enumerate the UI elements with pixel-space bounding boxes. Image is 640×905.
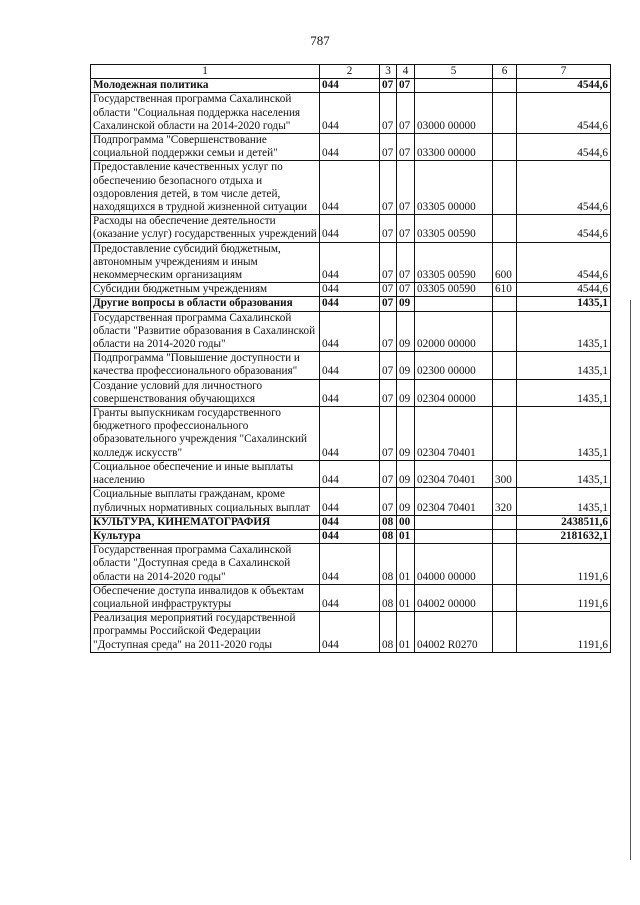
row-value-cell: 07 (380, 79, 397, 93)
row-value-cell: 04002 00000 (415, 584, 493, 611)
table-row (91, 283, 611, 297)
row-value-cell: 600 (493, 242, 517, 283)
row-value-cell: 044 (320, 529, 380, 543)
row-value-cell: 044 (320, 242, 380, 283)
row-value-cell: 07 (380, 352, 397, 379)
row-value-cell: 044 (320, 460, 380, 487)
row-value-cell (493, 612, 517, 653)
row-value-cell: 044 (320, 515, 380, 529)
header-cell: 1 (91, 65, 320, 79)
row-value-cell: 4544,6 (517, 242, 611, 283)
header-cell: 7 (517, 65, 611, 79)
row-value-cell (493, 515, 517, 529)
row-value-cell: 044 (320, 161, 380, 215)
row-value-cell: 4544,6 (517, 93, 611, 134)
row-name-cell: Социальное обеспечение и иные выплаты населению (91, 460, 320, 487)
row-value-cell: 044 (320, 352, 380, 379)
header-cell: 2 (320, 65, 380, 79)
row-value-cell: 07 (397, 161, 415, 215)
row-value-cell: 07 (380, 242, 397, 283)
row-value-cell: 00 (397, 515, 415, 529)
row-value-cell: 01 (397, 529, 415, 543)
row-name-cell: Субсидии бюджетным учреждениям (91, 283, 320, 297)
row-value-cell: 01 (397, 584, 415, 611)
row-name-cell: КУЛЬТУРА, КИНЕМАТОГРАФИЯ (91, 515, 320, 529)
table-row (91, 460, 611, 487)
table-row (91, 297, 611, 311)
table-row (91, 134, 611, 161)
row-value-cell: 4544,6 (517, 134, 611, 161)
table-body (91, 79, 611, 653)
row-value-cell: 07 (380, 488, 397, 515)
header-row (91, 65, 611, 79)
table-row (91, 407, 611, 461)
row-name-cell: Государственная программа Сахалинской области "Развитие образования в Сахалинской области на 2014-2020 годы" (91, 311, 320, 352)
row-value-cell (493, 93, 517, 134)
row-value-cell: 1435,1 (517, 460, 611, 487)
row-value-cell (493, 584, 517, 611)
row-value-cell: 2438511,6 (517, 515, 611, 529)
row-value-cell (415, 79, 493, 93)
row-value-cell: 044 (320, 134, 380, 161)
row-value-cell: 4544,6 (517, 215, 611, 242)
row-value-cell: 1435,1 (517, 407, 611, 461)
row-name-cell: Молодежная политика (91, 79, 320, 93)
table-row (91, 544, 611, 585)
row-value-cell (415, 529, 493, 543)
row-value-cell: 01 (397, 612, 415, 653)
header-cell: 4 (397, 65, 415, 79)
row-value-cell: 044 (320, 612, 380, 653)
row-value-cell: 4544,6 (517, 283, 611, 297)
row-value-cell: 044 (320, 488, 380, 515)
row-value-cell: 07 (380, 407, 397, 461)
table-row (91, 488, 611, 515)
row-value-cell: 044 (320, 584, 380, 611)
row-value-cell: 08 (380, 612, 397, 653)
table-row (91, 79, 611, 93)
row-value-cell: 07 (380, 215, 397, 242)
row-value-cell: 2181632,1 (517, 529, 611, 543)
row-value-cell: 044 (320, 297, 380, 311)
row-value-cell (415, 297, 493, 311)
row-value-cell: 07 (397, 79, 415, 93)
row-name-cell: Предоставление качественных услуг по обеспечению безопасного отдыха и оздоровления детей, в том числе детей, находящихся в трудной жизненной ситуации (91, 161, 320, 215)
row-value-cell: 300 (493, 460, 517, 487)
page-number: 787 (310, 33, 330, 48)
row-name-cell: Гранты выпускникам государственного бюджетного профессионального образовательного учреждения "Сахалинский колледж искусств" (91, 407, 320, 461)
row-value-cell: 07 (380, 283, 397, 297)
table-row (91, 379, 611, 406)
row-value-cell: 04000 00000 (415, 544, 493, 585)
row-value-cell: 4544,6 (517, 161, 611, 215)
row-value-cell: 02304 70401 (415, 407, 493, 461)
row-value-cell (415, 515, 493, 529)
row-value-cell (493, 79, 517, 93)
table-row (91, 529, 611, 543)
row-value-cell: 1191,6 (517, 544, 611, 585)
header-cell: 5 (415, 65, 493, 79)
table-row (91, 352, 611, 379)
row-value-cell: 03305 00590 (415, 283, 493, 297)
row-value-cell: 07 (380, 93, 397, 134)
row-value-cell: 07 (380, 161, 397, 215)
row-value-cell: 02304 00000 (415, 379, 493, 406)
row-value-cell: 07 (397, 283, 415, 297)
row-value-cell: 03300 00000 (415, 134, 493, 161)
row-value-cell: 044 (320, 215, 380, 242)
row-value-cell: 044 (320, 379, 380, 406)
row-value-cell: 08 (380, 584, 397, 611)
row-value-cell (493, 134, 517, 161)
row-value-cell (493, 352, 517, 379)
row-value-cell: 320 (493, 488, 517, 515)
row-value-cell: 02000 00000 (415, 311, 493, 352)
row-value-cell: 08 (380, 544, 397, 585)
row-name-cell: Обеспечение доступа инвалидов к объектам социальной инфраструктуры (91, 584, 320, 611)
row-value-cell: 1435,1 (517, 488, 611, 515)
table-row (91, 612, 611, 653)
row-value-cell: 07 (397, 93, 415, 134)
row-value-cell: 07 (380, 460, 397, 487)
row-value-cell: 09 (397, 407, 415, 461)
table-row (91, 161, 611, 215)
row-value-cell: 07 (397, 134, 415, 161)
row-value-cell: 03000 00000 (415, 93, 493, 134)
row-value-cell: 1435,1 (517, 297, 611, 311)
row-name-cell: Государственная программа Сахалинской области "Социальная поддержка населения Сахалинской области на 2014-2020 годы" (91, 93, 320, 134)
row-name-cell: Расходы на обеспечение деятельности (оказание услуг) государственных учреждений (91, 215, 320, 242)
row-value-cell: 08 (380, 529, 397, 543)
row-value-cell: 07 (380, 134, 397, 161)
row-value-cell: 1191,6 (517, 612, 611, 653)
row-value-cell: 09 (397, 297, 415, 311)
row-value-cell (493, 311, 517, 352)
row-value-cell: 08 (380, 515, 397, 529)
row-name-cell: Социальные выплаты гражданам, кроме публичных нормативных социальных выплат (91, 488, 320, 515)
row-value-cell: 044 (320, 544, 380, 585)
header-cell: 3 (380, 65, 397, 79)
row-value-cell (493, 215, 517, 242)
row-value-cell: 09 (397, 460, 415, 487)
row-value-cell: 02304 70401 (415, 460, 493, 487)
table-row (91, 93, 611, 134)
row-name-cell: Другие вопросы в области образования (91, 297, 320, 311)
row-value-cell: 610 (493, 283, 517, 297)
row-value-cell: 1435,1 (517, 379, 611, 406)
row-name-cell: Предоставление субсидий бюджетным, автономным учреждениям и иным некоммерческим организациям (91, 242, 320, 283)
row-value-cell: 09 (397, 311, 415, 352)
row-name-cell: Государственная программа Сахалинской области "Доступная среда в Сахалинской области на 2014-2020 годы" (91, 544, 320, 585)
row-value-cell: 01 (397, 544, 415, 585)
row-value-cell: 09 (397, 488, 415, 515)
row-value-cell: 03305 00590 (415, 242, 493, 283)
table-row (91, 515, 611, 529)
row-value-cell: 044 (320, 93, 380, 134)
row-name-cell: Подпрограмма "Совершенствование социальной поддержки семьи и детей" (91, 134, 320, 161)
row-value-cell: 09 (397, 379, 415, 406)
table-row (91, 311, 611, 352)
row-name-cell: Создание условий для личностного совершенствования обучающихся (91, 379, 320, 406)
row-value-cell: 1191,6 (517, 584, 611, 611)
row-value-cell (493, 297, 517, 311)
row-value-cell (493, 407, 517, 461)
row-value-cell (493, 379, 517, 406)
row-value-cell: 07 (397, 242, 415, 283)
row-value-cell (493, 529, 517, 543)
row-name-cell: Культура (91, 529, 320, 543)
table-row (91, 215, 611, 242)
row-value-cell: 044 (320, 79, 380, 93)
table-row (91, 584, 611, 611)
row-value-cell: 1435,1 (517, 311, 611, 352)
row-value-cell: 03305 00590 (415, 215, 493, 242)
row-value-cell (493, 161, 517, 215)
row-value-cell: 07 (380, 379, 397, 406)
row-value-cell: 02300 00000 (415, 352, 493, 379)
row-value-cell: 02304 70401 (415, 488, 493, 515)
row-name-cell: Реализация мероприятий государственной программы Российской Федерации "Доступная среда" на 2011-2020 годы (91, 612, 320, 653)
row-value-cell: 07 (380, 311, 397, 352)
scan-edge-line (630, 300, 631, 860)
row-value-cell: 03305 00000 (415, 161, 493, 215)
header-cell: 6 (493, 65, 517, 79)
row-value-cell: 07 (397, 215, 415, 242)
row-value-cell: 07 (380, 297, 397, 311)
row-value-cell (493, 544, 517, 585)
row-value-cell: 04002 R0270 (415, 612, 493, 653)
row-value-cell: 1435,1 (517, 352, 611, 379)
table-row (91, 242, 611, 283)
row-value-cell: 09 (397, 352, 415, 379)
row-value-cell: 4544,6 (517, 79, 611, 93)
budget-table (90, 64, 611, 653)
row-name-cell: Подпрограмма "Повышение доступности и качества профессионального образования" (91, 352, 320, 379)
row-value-cell: 044 (320, 283, 380, 297)
row-value-cell: 044 (320, 311, 380, 352)
row-value-cell: 044 (320, 407, 380, 461)
